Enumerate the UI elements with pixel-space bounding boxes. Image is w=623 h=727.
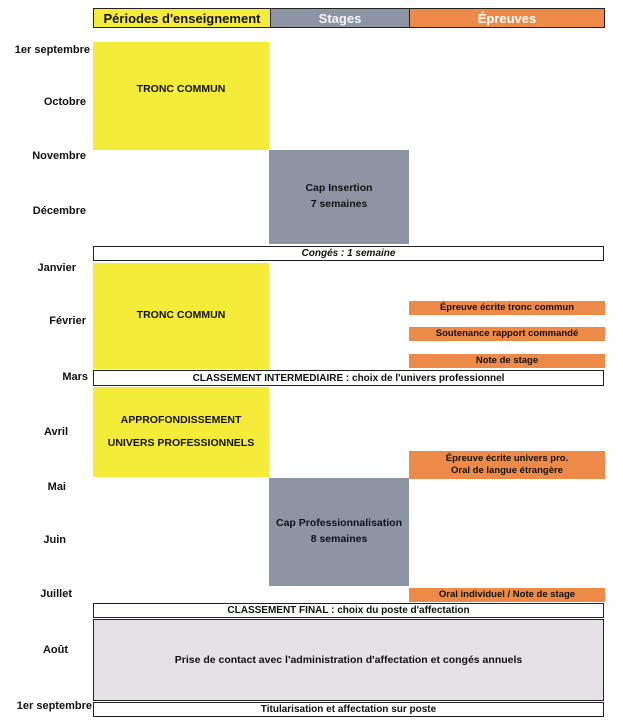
- teaching-block-label: TRONC COMMUN: [136, 309, 226, 322]
- header-exams: Épreuves: [409, 8, 605, 28]
- exam-label: Oral de langue étrangère: [451, 465, 563, 476]
- header-internships: Stages: [270, 8, 410, 28]
- internship-block-cap-insertion: [269, 150, 409, 244]
- month-label: Janvier: [37, 262, 76, 274]
- band-titularisation: Titularisation et affectation sur poste: [93, 702, 604, 717]
- exam-ecrite-tronc-commun: Épreuve écrite tronc commun: [409, 301, 605, 315]
- teaching-block-label: APPROFONDISSEMENT: [120, 413, 242, 426]
- internship-block-label: 7 semaines: [310, 198, 368, 210]
- month-label: 1er septembre: [16, 700, 92, 712]
- band-prise-de-contact: Prise de contact avec l'administration d'affectation et congés annuels: [93, 619, 604, 701]
- month-label: Avril: [43, 426, 68, 438]
- internship-block-cap-professionnalisation: [269, 478, 409, 586]
- month-label: Juin: [43, 534, 66, 546]
- month-label: Novembre: [32, 150, 86, 162]
- band-classement-intermediaire: CLASSEMENT INTERMEDIAIRE : choix de l'univers professionnel: [93, 370, 604, 386]
- teaching-block-tronc-commun-2: [93, 263, 269, 369]
- month-label: Février: [49, 315, 86, 327]
- exam-oral-individuel: Oral individuel / Note de stage: [409, 588, 605, 602]
- teaching-block-tronc-commun-1: [93, 42, 269, 150]
- internship-block-label: Cap Professionnalisation: [275, 517, 403, 530]
- exam-soutenance: Soutenance rapport commandé: [409, 327, 605, 341]
- exam-note-stage: Note de stage: [409, 354, 605, 368]
- internship-block-label: 8 semaines: [310, 533, 368, 545]
- band-classement-final: CLASSEMENT FINAL : choix du poste d'affectation: [93, 603, 604, 618]
- month-label: Mai: [47, 481, 66, 493]
- month-label: Mars: [62, 371, 88, 383]
- header-teaching: Périodes d'enseignement: [93, 8, 271, 28]
- month-label: Juillet: [40, 588, 72, 600]
- teaching-block-label: TRONC COMMUN: [136, 83, 226, 95]
- teaching-block-label: UNIVERS PROFESSIONNELS: [107, 437, 255, 449]
- teaching-block-approfondissement: [93, 387, 269, 477]
- month-label: Août: [42, 644, 68, 656]
- exam-ecrite-univers: [409, 451, 605, 479]
- month-label: Décembre: [32, 205, 86, 217]
- band-conges: Congés : 1 semaine: [93, 246, 604, 261]
- exam-label: Épreuve écrite univers pro.: [445, 453, 569, 465]
- internship-block-label: Cap Insertion: [305, 182, 373, 195]
- month-label: Octobre: [43, 96, 86, 108]
- month-label: 1er septembre: [14, 44, 90, 56]
